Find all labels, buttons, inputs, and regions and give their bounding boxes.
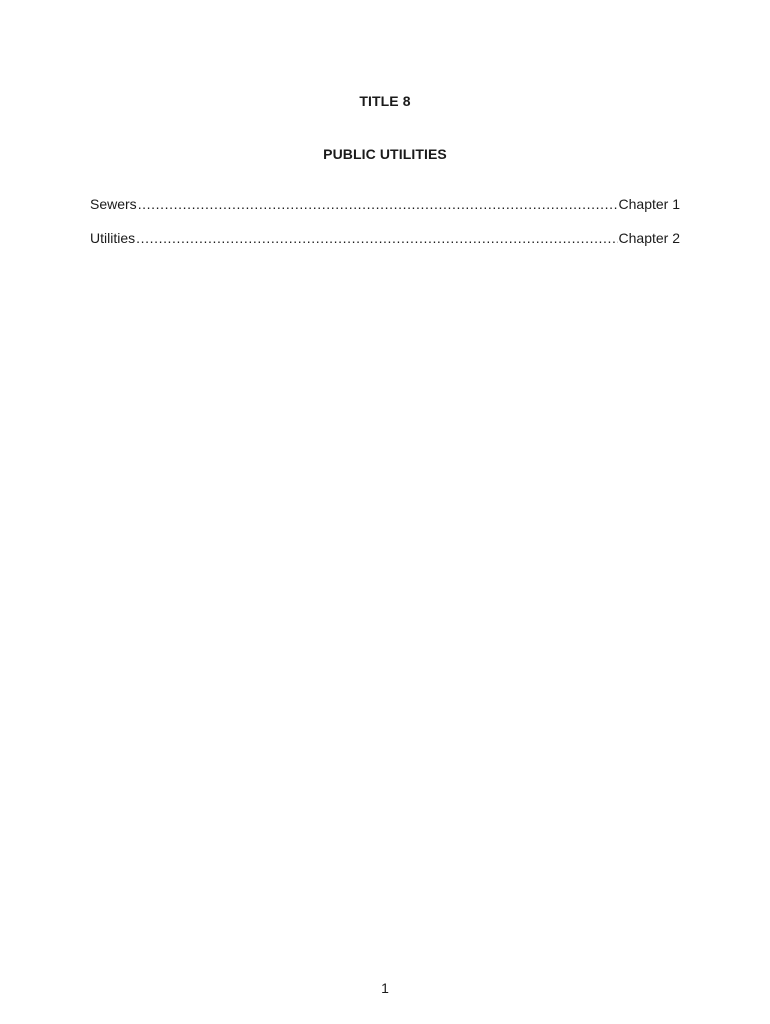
toc-entry-utilities [90,230,680,247]
page-number: 1 [381,980,389,996]
toc-entry-label: Sewers [90,196,137,212]
toc-entry-sewers [90,196,680,213]
toc-dot-leader [138,196,618,212]
toc-entry-chapter: Chapter 1 [618,196,680,212]
table-of-contents [90,196,680,264]
document-title: TITLE 8 [359,93,411,109]
toc-entry-chapter: Chapter 2 [618,230,680,246]
document-subtitle: PUBLIC UTILITIES [323,146,447,162]
toc-entry-label: Utilities [90,230,136,246]
toc-dot-leader [136,230,617,246]
